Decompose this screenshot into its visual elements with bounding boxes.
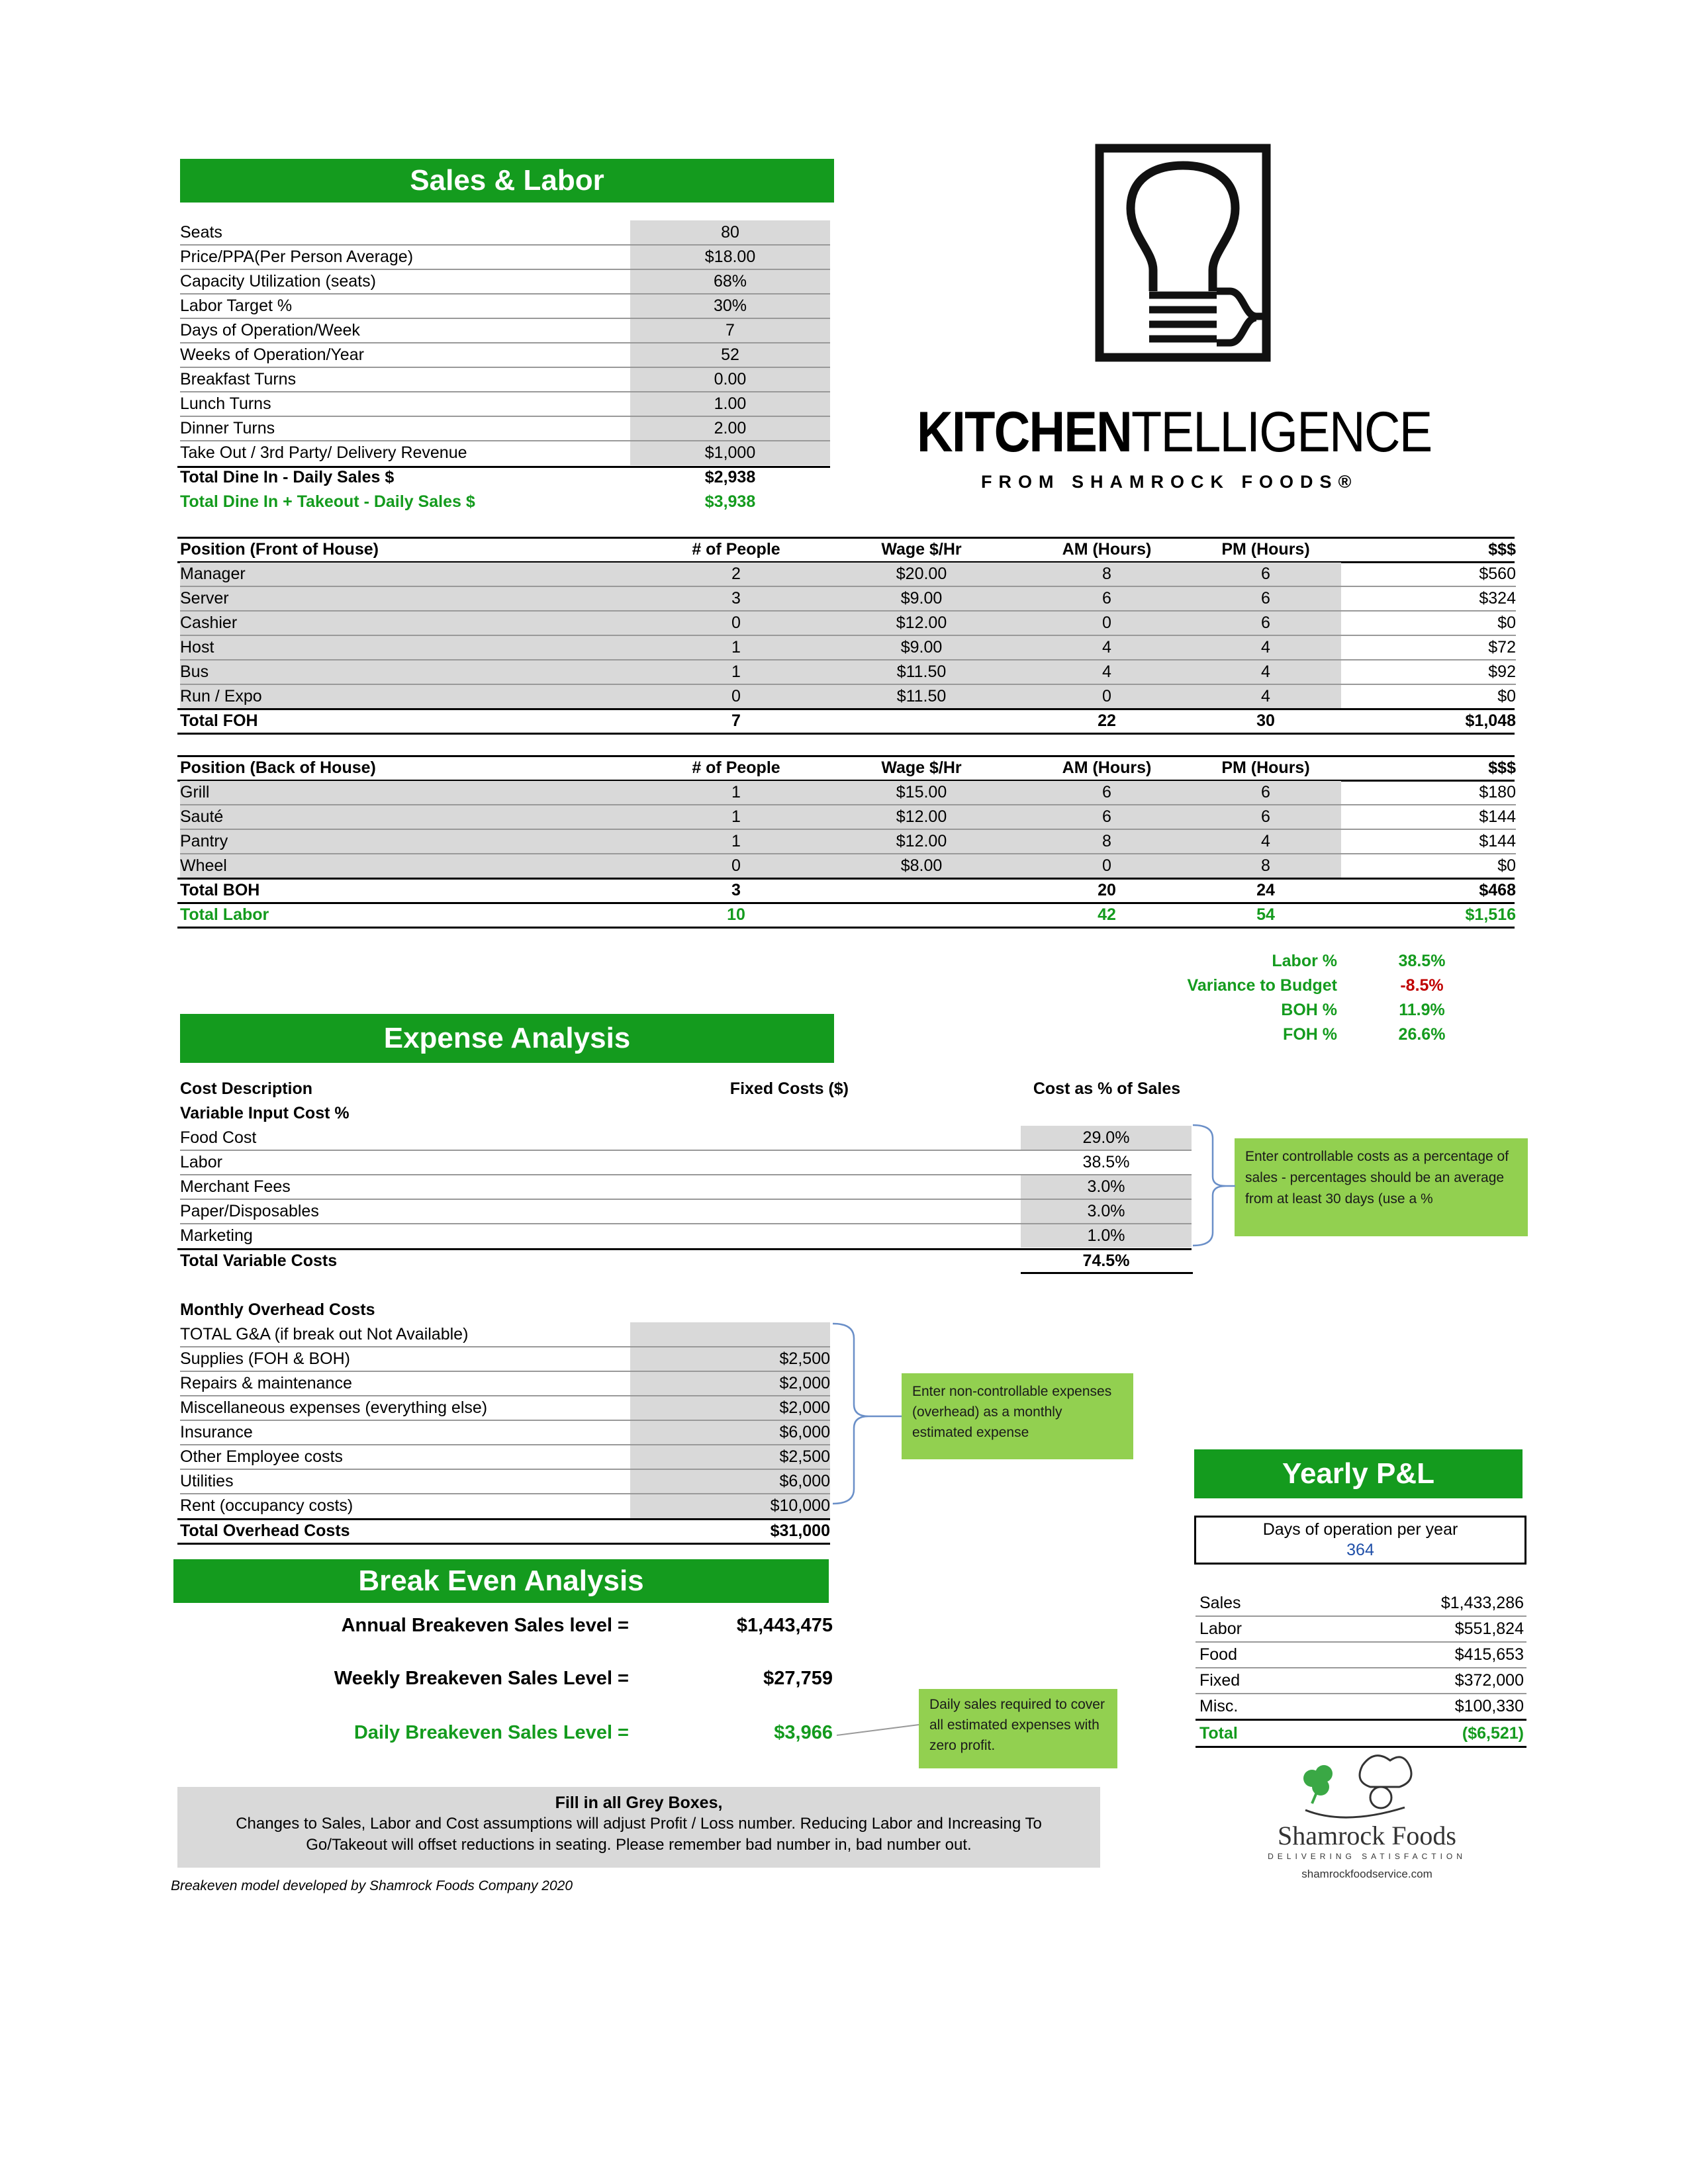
sales-row [180, 220, 830, 246]
position-label: Run / Expo [180, 687, 262, 705]
wage-cell[interactable]: $9.00 [900, 638, 943, 657]
sales-row [180, 269, 830, 295]
pl-value: $372,000 [1454, 1671, 1524, 1690]
note-text: Enter non-controllable expenses (overhead) as a monthly estimated expense [912, 1384, 1112, 1440]
days-week-input[interactable]: 7 [726, 321, 735, 340]
pl-label: Sales [1199, 1594, 1241, 1612]
table-row [180, 780, 1516, 805]
col-fixed: Fixed Costs ($) [729, 1079, 849, 1098]
col-people: # of People [692, 540, 780, 559]
pl-row [1196, 1616, 1526, 1643]
boh-pct-label: BOH % [1281, 1001, 1337, 1019]
pm-cell[interactable]: 4 [1261, 638, 1270, 657]
instructions-line-1: Changes to Sales, Labor and Cost assumptions will adjust Profit / Loss number. Reducing Labor and Increasing To [236, 1815, 1042, 1833]
pl-total-label: Total [1199, 1724, 1238, 1743]
cost-total: $1,048 [1465, 711, 1516, 730]
overhead-header-label: Monthly Overhead Costs [180, 1300, 375, 1319]
wage-cell[interactable]: $11.50 [896, 687, 947, 705]
table-row [180, 562, 1516, 587]
am-cell[interactable]: 4 [1102, 662, 1111, 681]
lunch-turns-input[interactable]: 1.00 [714, 394, 747, 413]
sales-row [180, 343, 830, 368]
sales-row [180, 245, 830, 270]
wage-cell[interactable]: $8.00 [900, 856, 943, 875]
sales-row [180, 392, 830, 417]
annual-breakeven-value: $1,443,475 [736, 1615, 833, 1636]
people-cell[interactable]: 1 [731, 832, 741, 850]
boh-header-row [180, 756, 1516, 780]
repairs-input[interactable]: $2,000 [779, 1374, 830, 1392]
rent-input[interactable]: $10,000 [770, 1496, 830, 1515]
food-cost-input[interactable]: 29.0% [1082, 1128, 1130, 1147]
break-even-title: Break Even Analysis [358, 1565, 644, 1597]
col-wage: Wage $/Hr [881, 758, 962, 777]
overhead-row [180, 1469, 830, 1494]
expense-analysis-title: Expense Analysis [383, 1022, 631, 1054]
total-dine-in-value: $2,938 [704, 468, 756, 486]
am-cell[interactable]: 0 [1102, 856, 1111, 875]
expense-row [180, 1150, 1192, 1175]
total-overhead-value: $31,000 [770, 1522, 830, 1540]
paper-input[interactable]: 3.0% [1087, 1202, 1125, 1220]
weekly-breakeven-value: $27,759 [763, 1668, 833, 1689]
col-am: AM (Hours) [1062, 540, 1152, 559]
col-cost: $$$ [1488, 540, 1516, 559]
merchant-fees-input[interactable]: 3.0% [1087, 1177, 1125, 1196]
note-text: Enter controllable costs as a percentage of sales - percentages should be an average from at least 30 days (use a % [1245, 1149, 1509, 1206]
pl-value: $551,824 [1454, 1619, 1524, 1638]
row-label: Lunch Turns [180, 394, 271, 413]
divider [177, 733, 1515, 735]
table-row [180, 586, 1516, 612]
wage-cell[interactable]: $12.00 [896, 807, 947, 826]
breakfast-turns-input[interactable]: 0.00 [714, 370, 747, 388]
row-label: Total Dine In - Daily Sales $ [180, 468, 395, 486]
variable-costs-note [1235, 1138, 1528, 1236]
am-cell[interactable]: 6 [1102, 589, 1111, 608]
total-label: Total FOH [180, 711, 258, 730]
position-label: Pantry [180, 832, 228, 850]
table-row [180, 854, 1516, 878]
total-dine-in-row [180, 465, 830, 489]
expense-label: Paper/Disposables [180, 1202, 319, 1220]
table-row [180, 611, 1516, 636]
pl-total-value: ($6,521) [1462, 1724, 1524, 1743]
overhead-row [180, 1420, 830, 1445]
am-cell[interactable]: 0 [1102, 614, 1111, 632]
people-cell[interactable]: 1 [731, 638, 741, 657]
sales-row [180, 441, 830, 465]
position-label: Bus [180, 662, 209, 681]
shamrock-tagline: DELIVERING SATISFACTION [1268, 1852, 1466, 1861]
days-per-year-value: 364 [1346, 1541, 1374, 1559]
pl-label: Fixed [1199, 1671, 1241, 1690]
daily-breakeven-value: $3,966 [774, 1722, 833, 1743]
sales-row [180, 294, 830, 319]
yearly-pl-header [1194, 1449, 1523, 1498]
total-dine-takeout-row [180, 490, 830, 514]
total-overhead-row [180, 1519, 830, 1543]
days-per-year-box [1194, 1516, 1526, 1565]
am-cell[interactable]: 0 [1102, 687, 1111, 705]
table-row [180, 684, 1516, 708]
col-cost: $$$ [1488, 758, 1516, 777]
expense-row [180, 1175, 1192, 1200]
row-label: Take Out / 3rd Party/ Delivery Revenue [180, 443, 467, 462]
people-cell[interactable]: 1 [731, 783, 741, 801]
col-description: Cost Description [180, 1079, 313, 1098]
sales-row [180, 318, 830, 343]
row-label: Total Dine In + Takeout - Daily Sales $ [180, 492, 475, 511]
people-cell[interactable]: 0 [731, 614, 741, 632]
overhead-row [180, 1347, 830, 1372]
people-cell[interactable]: 0 [731, 856, 741, 875]
am-total: 42 [1098, 905, 1116, 924]
cost-cell: $92 [1488, 662, 1516, 681]
total-label: Total BOH [180, 881, 260, 899]
sales-row [180, 416, 830, 441]
position-label: Grill [180, 783, 210, 801]
ppa-input[interactable]: $18.00 [704, 248, 756, 266]
people-cell[interactable]: 1 [731, 807, 741, 826]
col-position: Position (Back of House) [180, 758, 376, 777]
row-label: Seats [180, 223, 222, 242]
am-cell[interactable]: 6 [1102, 807, 1111, 826]
foh-pct-value: 26.6% [1398, 1025, 1446, 1044]
pl-row [1196, 1694, 1526, 1721]
people-cell[interactable]: 2 [731, 565, 741, 583]
daily-breakeven-note [919, 1689, 1117, 1768]
boh-pct-value: 11.9% [1399, 1001, 1445, 1019]
cost-cell: $72 [1488, 638, 1516, 657]
pl-row [1196, 1642, 1526, 1668]
labor-pct-label: Labor % [1272, 952, 1337, 970]
boh-total-row [180, 878, 1516, 902]
expense-label: Merchant Fees [180, 1177, 291, 1196]
labor-pct-cell: 38.5% [1082, 1153, 1130, 1171]
overhead-row [180, 1445, 830, 1470]
total-label: Total Labor [180, 905, 269, 924]
overhead-row [180, 1494, 830, 1518]
row-label: Labor Target % [180, 296, 293, 315]
pm-cell[interactable]: 8 [1261, 856, 1270, 875]
am-total: 20 [1098, 881, 1116, 899]
position-label: Sauté [180, 807, 224, 826]
wage-cell[interactable]: $9.00 [900, 589, 943, 608]
overhead-label: TOTAL G&A (if break out Not Available) [180, 1325, 469, 1343]
seats-input[interactable]: 80 [721, 223, 739, 242]
row-label: Weeks of Operation/Year [180, 345, 364, 364]
note-text: Daily sales required to cover all estimated expenses with zero profit. [929, 1697, 1105, 1753]
am-cell[interactable]: 4 [1102, 638, 1111, 657]
pm-cell[interactable]: 6 [1261, 783, 1270, 801]
utilities-input[interactable]: $6,000 [779, 1472, 830, 1490]
instructions-line-2: Go/Takeout will offset reductions in seating. Please remember bad number in, bad number out. [306, 1836, 972, 1854]
pm-cell[interactable]: 4 [1261, 832, 1270, 850]
am-cell[interactable]: 8 [1102, 832, 1111, 850]
wage-cell[interactable]: $15.00 [896, 783, 947, 801]
cost-cell: $0 [1497, 687, 1516, 705]
employee-costs-input[interactable]: $2,500 [779, 1447, 830, 1466]
marketing-input[interactable]: 1.0% [1087, 1226, 1125, 1245]
people-total: 7 [731, 711, 741, 730]
overhead-label: Utilities [180, 1472, 234, 1490]
expense-row [180, 1126, 1192, 1151]
overhead-note [902, 1373, 1133, 1459]
daily-breakeven-label: Daily Breakeven Sales Level = [353, 1722, 629, 1743]
pm-cell[interactable]: 6 [1261, 807, 1270, 826]
overhead-label: Supplies (FOH & BOH) [180, 1349, 351, 1368]
pm-total: 54 [1256, 905, 1275, 924]
wage-cell[interactable]: $20.00 [896, 565, 947, 583]
shamrock-name: Shamrock Foods [1278, 1821, 1456, 1850]
overhead-row [180, 1371, 830, 1396]
row-label: Days of Operation/Week [180, 321, 360, 340]
overhead-label: Insurance [180, 1423, 253, 1441]
position-label: Manager [180, 565, 246, 583]
variable-header [180, 1101, 1193, 1125]
pl-row [1196, 1668, 1526, 1694]
dinner-turns-input[interactable]: 2.00 [714, 419, 747, 437]
col-pm: PM (Hours) [1221, 758, 1310, 777]
wage-cell[interactable]: $12.00 [896, 614, 947, 632]
overhead-header [180, 1298, 829, 1322]
labor-target-input[interactable]: 30% [713, 296, 747, 315]
pl-label: Food [1199, 1645, 1237, 1664]
am-cell[interactable]: 8 [1102, 565, 1111, 583]
table-row [180, 635, 1516, 660]
instructions-title: Fill in all Grey Boxes, [555, 1794, 723, 1812]
position-label: Wheel [180, 856, 227, 875]
total-label: Total Variable Costs [180, 1251, 338, 1270]
people-total: 10 [727, 905, 745, 924]
shamrock-url[interactable]: shamrockfoodservice.com [1301, 1868, 1432, 1880]
overhead-label: Other Employee costs [180, 1447, 343, 1466]
people-cell[interactable]: 1 [731, 662, 741, 681]
expense-header-row [180, 1077, 1193, 1101]
sales-row [180, 367, 830, 392]
pl-value: $100,330 [1454, 1697, 1524, 1715]
cost-cell: $0 [1497, 856, 1516, 875]
overhead-label: Miscellaneous expenses (everything else) [180, 1398, 488, 1417]
col-percent: Cost as % of Sales [1033, 1079, 1181, 1098]
cost-cell: $180 [1479, 783, 1516, 801]
wage-cell[interactable]: $11.50 [896, 662, 947, 681]
pm-total: 24 [1256, 881, 1275, 899]
cost-cell: $144 [1479, 807, 1516, 826]
pl-value: $1,433,286 [1440, 1594, 1524, 1612]
total-variable-row [180, 1249, 1192, 1273]
sales-labor-header [180, 159, 834, 203]
pm-cell[interactable]: 4 [1261, 687, 1270, 705]
cost-cell: $324 [1479, 589, 1516, 608]
foh-header-row [180, 537, 1516, 561]
foh-total-row [180, 709, 1516, 733]
cost-total: $468 [1479, 881, 1516, 899]
am-cell[interactable]: 6 [1102, 783, 1111, 801]
misc-input[interactable]: $2,000 [779, 1398, 830, 1417]
supplies-input[interactable]: $2,500 [779, 1349, 830, 1368]
overhead-label: Rent (occupancy costs) [180, 1496, 353, 1515]
kitchentelligence-wordmark [917, 400, 1432, 464]
foh-pct-label: FOH % [1283, 1025, 1337, 1044]
divider [177, 1543, 830, 1545]
annual-breakeven-label: Annual Breakeven Sales level = [341, 1615, 629, 1636]
cost-cell: $560 [1479, 565, 1516, 583]
col-am: AM (Hours) [1062, 758, 1152, 777]
position-label: Cashier [180, 614, 238, 632]
overhead-row [180, 1322, 830, 1347]
col-people: # of People [692, 758, 780, 777]
credit-line: Breakeven model developed by Shamrock Foods Company 2020 [171, 1878, 573, 1893]
break-even-header [173, 1559, 829, 1603]
row-label: Price/PPA(Per Person Average) [180, 248, 414, 266]
weekly-breakeven-label: Weekly Breakeven Sales Level = [334, 1668, 629, 1689]
am-total: 22 [1098, 711, 1116, 730]
total-variable-value: 74.5% [1082, 1251, 1130, 1270]
people-cell[interactable]: 3 [731, 589, 741, 608]
pl-label: Labor [1199, 1619, 1242, 1638]
pm-total: 30 [1256, 711, 1275, 730]
expense-label: Labor [180, 1153, 222, 1171]
row-label: Breakfast Turns [180, 370, 297, 388]
expense-analysis-header [180, 1014, 834, 1063]
insurance-input[interactable]: $6,000 [779, 1423, 830, 1441]
people-cell[interactable]: 0 [731, 687, 741, 705]
total-labor-row [180, 903, 1516, 927]
capacity-input[interactable]: 68% [713, 272, 747, 291]
cost-cell: $0 [1497, 614, 1516, 632]
variance-label: Variance to Budget [1187, 976, 1337, 995]
position-label: Host [180, 638, 214, 657]
col-wage: Wage $/Hr [881, 540, 962, 559]
expense-row [180, 1199, 1192, 1224]
logo-tagline: FROM SHAMROCK FOODS® [981, 472, 1358, 492]
position-label: Server [180, 589, 229, 608]
overhead-row [180, 1396, 830, 1421]
pl-value: $415,653 [1454, 1645, 1524, 1664]
pl-label: Misc. [1199, 1697, 1239, 1715]
wordmark-bold: KITCHEN [917, 400, 1132, 464]
variable-header-label: Variable Input Cost % [180, 1104, 350, 1122]
table-row [180, 805, 1516, 830]
expense-row [180, 1224, 1192, 1248]
pl-row [1196, 1590, 1526, 1617]
pm-cell[interactable]: 4 [1261, 662, 1270, 681]
wordmark-light: TELLIGENCE [1131, 400, 1432, 464]
labor-pct-value: 38.5% [1398, 952, 1446, 970]
total-label: Total Overhead Costs [180, 1522, 350, 1540]
variance-value: -8.5% [1400, 976, 1444, 995]
overhead-label: Repairs & maintenance [180, 1374, 352, 1392]
expense-label: Food Cost [180, 1128, 257, 1147]
instructions-box [177, 1787, 1100, 1868]
pl-total-row [1196, 1721, 1526, 1748]
weeks-year-input[interactable]: 52 [721, 345, 739, 364]
expense-label: Marketing [180, 1226, 253, 1245]
takeout-input[interactable]: $1,000 [704, 443, 756, 462]
pm-cell[interactable]: 6 [1261, 614, 1270, 632]
pm-cell[interactable]: 6 [1261, 589, 1270, 608]
sales-labor-title: Sales & Labor [410, 164, 604, 197]
row-label: Capacity Utilization (seats) [180, 272, 376, 291]
row-label: Dinner Turns [180, 419, 275, 437]
divider [177, 927, 1515, 929]
table-row [180, 660, 1516, 685]
divider [1021, 1272, 1193, 1274]
wage-cell[interactable]: $12.00 [896, 832, 947, 850]
days-per-year-label: Days of operation per year [1262, 1520, 1458, 1539]
col-pm: PM (Hours) [1221, 540, 1310, 559]
pm-cell[interactable]: 6 [1261, 565, 1270, 583]
cost-cell: $144 [1479, 832, 1516, 850]
total-dine-takeout-value: $3,938 [704, 492, 756, 511]
col-position: Position (Front of House) [180, 540, 379, 559]
people-total: 3 [731, 881, 741, 899]
cost-total: $1,516 [1465, 905, 1516, 924]
yearly-pl-title: Yearly P&L [1282, 1457, 1434, 1490]
table-row [180, 829, 1516, 854]
